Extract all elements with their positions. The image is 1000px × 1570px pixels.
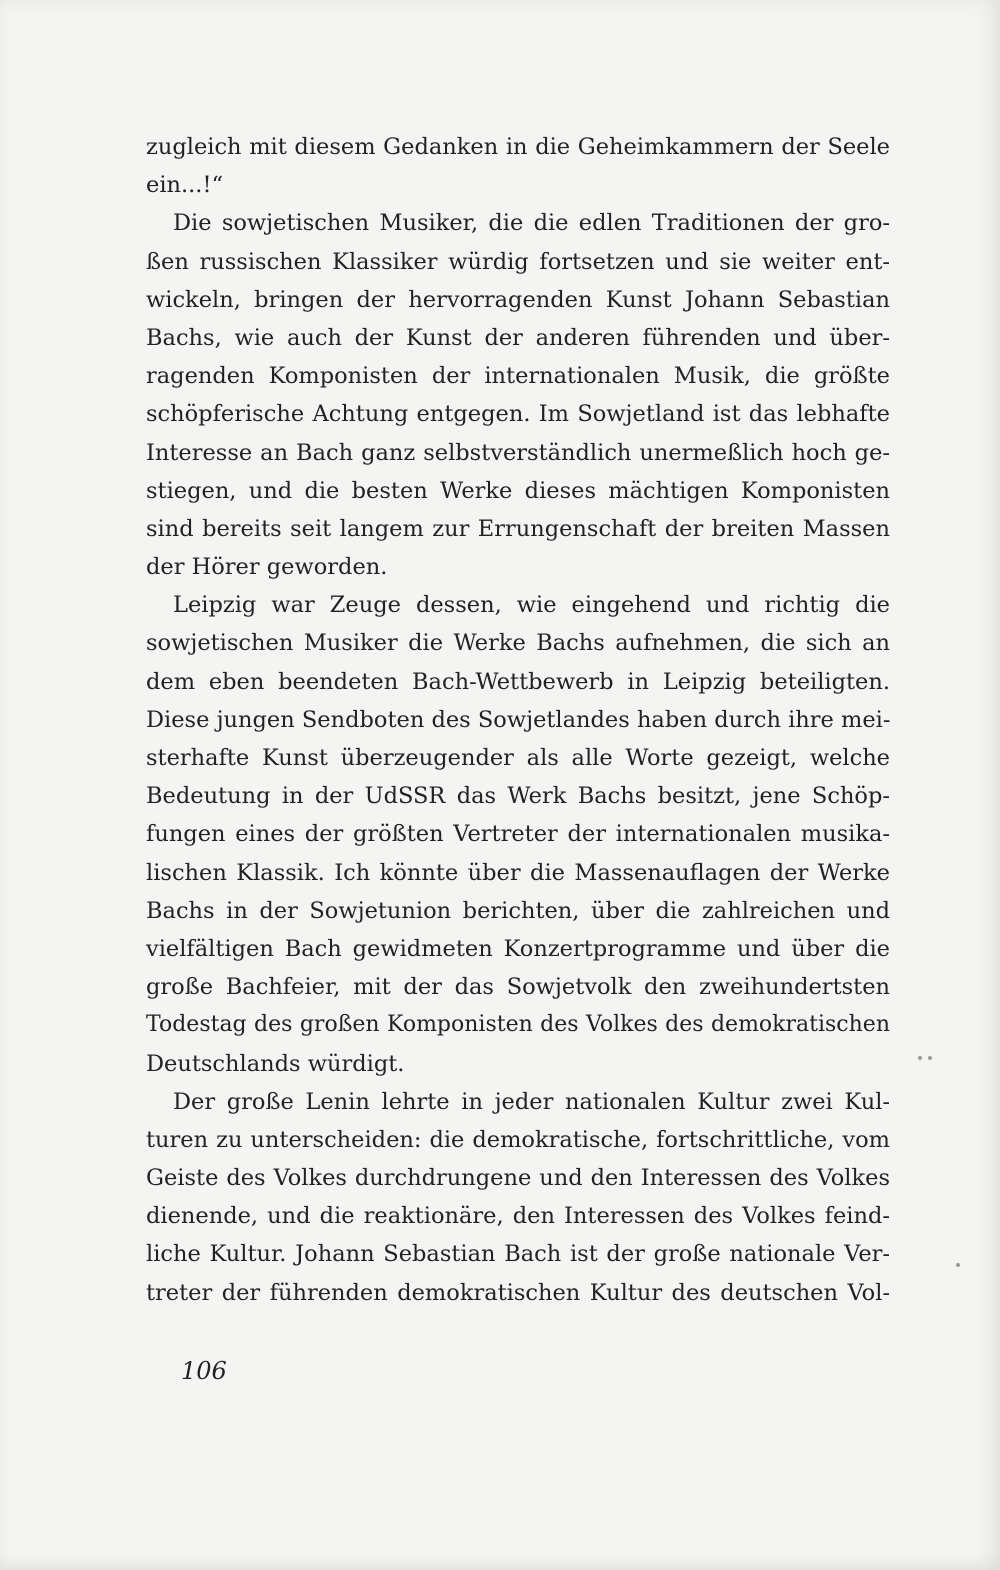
text-line: vielfältigen Bach gewidmeten Konzertprogramme und über die xyxy=(146,935,890,962)
text-line: ragenden Komponisten der internationalen Musik, die größte xyxy=(146,363,890,390)
text-line: liche Kultur. Johann Sebastian Bach ist der große nationale Ver- xyxy=(146,1241,890,1268)
text-line: Deutschlands würdigt. xyxy=(146,1050,405,1077)
text-line: Interesse an Bach ganz selbstverständlich unermeßlich hoch ge- xyxy=(146,439,890,466)
text-line: Leipzig war Zeuge dessen, wie eingehend und richtig die xyxy=(173,592,890,619)
text-line: zugleich mit diesem Gedanken in die Geheimkammern der Seele xyxy=(146,134,890,160)
text-line: Geiste des Volkes durchdrungene und den Interessen des Volkes xyxy=(146,1165,890,1192)
text-line: Bachs in der Sowjetunion berichten, über die zahlreichen und xyxy=(146,897,890,924)
text-line: turen zu unterscheiden: die demokratische, fortschrittliche, vom xyxy=(146,1126,890,1153)
text-line: Bedeutung in der UdSSR das Werk Bachs besitzt, jene Schöp- xyxy=(146,783,890,810)
text-line: sowjetischen Musiker die Werke Bachs aufnehmen, die sich an xyxy=(146,630,890,657)
text-line: Die sowjetischen Musiker, die die edlen Traditionen der gro- xyxy=(173,210,890,237)
paper-speck xyxy=(918,1056,922,1060)
text-line: ßen russischen Klassiker würdig fortsetzen und sie weiter ent- xyxy=(146,248,890,275)
text-line: stiegen, und die besten Werke dieses mächtigen Komponisten xyxy=(146,477,890,504)
text-line: Bachs, wie auch der Kunst der anderen führenden und über- xyxy=(146,324,890,351)
text-line: dienende, und die reaktionäre, den Interessen des Volkes feind- xyxy=(146,1203,890,1230)
text-line: sind bereits seit langem zur Errungenschaft der breiten Massen xyxy=(146,515,890,542)
paper-speck xyxy=(928,1056,932,1060)
text-line: schöpferische Achtung entgegen. Im Sowjetland ist das lebhafte xyxy=(146,401,890,428)
text-line: sterhafte Kunst überzeugender als alle Worte gezeigt, welche xyxy=(146,745,890,771)
text-line: wickeln, bringen der hervorragenden Kunst Johann Sebastian xyxy=(146,286,890,313)
text-line: Todestag des großen Komponisten des Volkes des demokratischen xyxy=(146,1012,890,1038)
text-line: treter der führenden demokratischen Kultur des deutschen Vol- xyxy=(146,1279,890,1306)
text-line: Diese jungen Sendboten des Sowjetlandes haben durch ihre mei- xyxy=(146,706,891,733)
page-number: 106 xyxy=(181,1357,227,1385)
body-text xyxy=(146,128,890,1312)
text-line: fungen eines der größten Vertreter der internationalen musika- xyxy=(146,821,890,848)
text-line: ein...!“ xyxy=(146,172,224,199)
text-line: der Hörer geworden. xyxy=(146,554,388,581)
paper-speck xyxy=(956,1263,960,1267)
text-line: Der große Lenin lehrte in jeder nationalen Kultur zwei Kul- xyxy=(173,1088,890,1115)
text-line: dem eben beendeten Bach-Wettbewerb in Leipzig beteiligten. xyxy=(146,668,890,695)
text-line: lischen Klassik. Ich könnte über die Massenauflagen der Werke xyxy=(146,859,890,886)
text-line: große Bachfeier, mit der das Sowjetvolk den zweihundertsten xyxy=(146,974,890,1001)
